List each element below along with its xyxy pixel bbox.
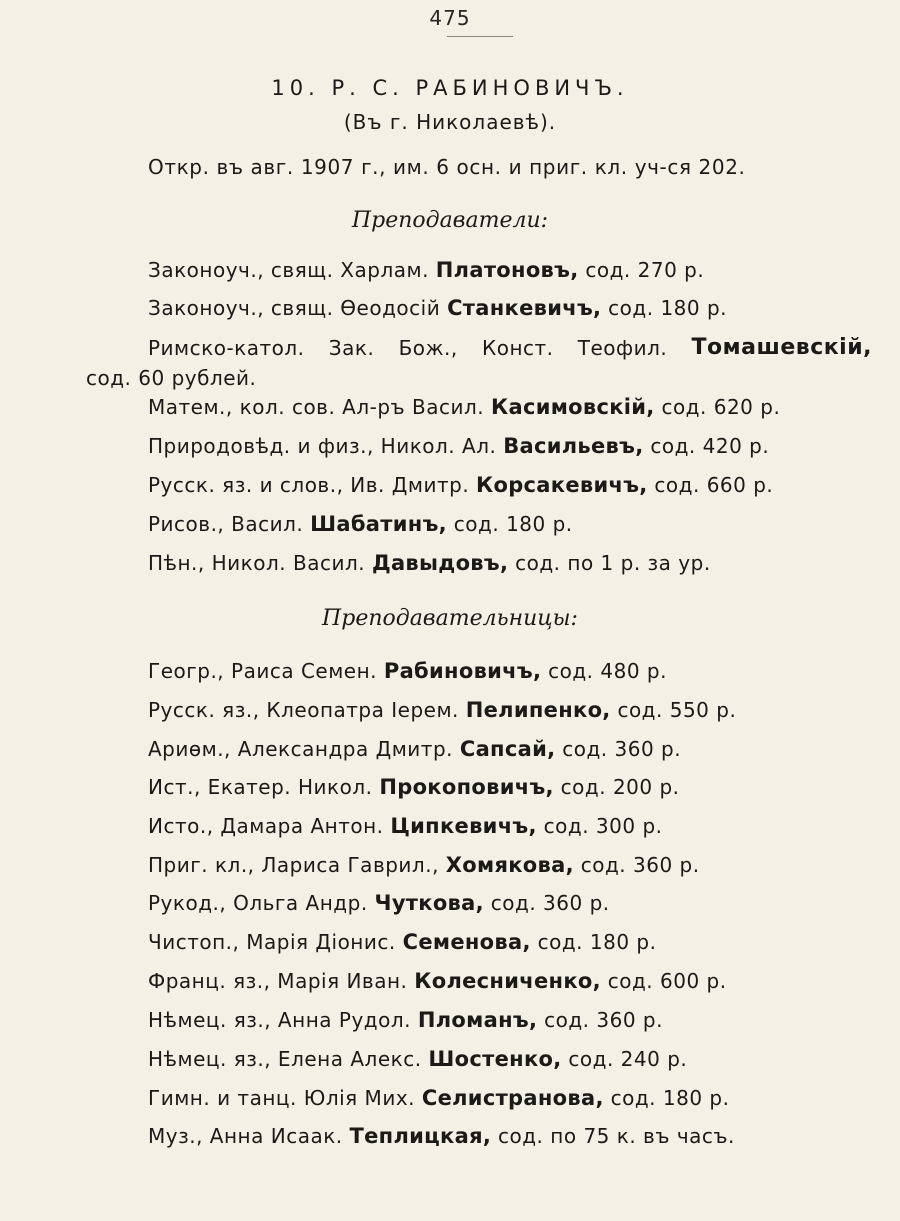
entry-text: Геогр., Раиса Семен. — [148, 659, 384, 683]
entry-salary: сод. 180 р. — [446, 512, 573, 536]
entry-salary: сод. 180 р. — [603, 1086, 730, 1110]
teacher-entry — [148, 394, 780, 420]
entry-word: Конст. — [482, 336, 554, 360]
teacher-entry — [148, 257, 704, 283]
entry-first-line — [148, 333, 872, 363]
entry-salary: сод. 600 р. — [600, 969, 727, 993]
teacher-entry — [148, 433, 769, 459]
school-opened-line: Откр. въ авг. 1907 г., им. 6 осн. и приг. кл. уч-ся 202. — [148, 155, 746, 179]
entry-surname: Касимовскій, — [491, 395, 655, 419]
entry-word: Зак. — [328, 336, 375, 360]
page-number: 475 — [429, 6, 471, 30]
page-number-rule — [447, 36, 513, 37]
entry-text: Исто., Дамара Антон. — [148, 814, 391, 838]
entry-salary: сод. 360 р. — [573, 853, 700, 877]
entry-surname: Шабатинъ, — [310, 512, 447, 536]
entry-text: Нѣмец. яз., Анна Рудол. — [148, 1008, 418, 1032]
entry-salary: сод. 200 р. — [553, 775, 680, 799]
woman-teacher-entry — [148, 890, 610, 916]
entry-text: Нѣмец. яз., Елена Алекс. — [148, 1047, 429, 1071]
entry-salary: сод. по 75 к. въ часъ. — [491, 1124, 735, 1148]
woman-teacher-entry — [148, 813, 663, 839]
entry-surname: Семенова, — [402, 930, 531, 954]
entry-text: Русск. яз. и слов., Ив. Дмитр. — [148, 473, 477, 497]
entry-text: Ист., Екатер. Никол. — [148, 775, 380, 799]
women-teachers-heading: Преподавательницы: — [322, 606, 578, 631]
entry-salary: сод. 300 р. — [536, 814, 663, 838]
woman-teacher-entry — [148, 658, 667, 684]
entry-word: Римско-катол. — [148, 336, 305, 360]
entry-word: Бож., — [398, 336, 458, 360]
catholic-teacher-entry — [86, 333, 872, 393]
entry-text: Матем., кол. сов. Ал-ръ Васил. — [148, 395, 492, 419]
entry-text: Муз., Анна Исаак. — [148, 1124, 350, 1148]
woman-teacher-entry — [148, 697, 736, 723]
entry-surname: Давыдовъ, — [371, 551, 509, 575]
woman-teacher-entry — [148, 1085, 729, 1111]
entry-text: Ариѳм., Александра Дмитр. — [148, 737, 460, 761]
entry-text: Законоуч., свящ. Өеодосій — [148, 296, 448, 320]
entry-text: Рисов., Васил. — [148, 512, 311, 536]
entry-salary: сод. 180 р. — [601, 296, 728, 320]
entry-salary: сод. 550 р. — [610, 698, 737, 722]
entry-text: Рукод., Ольга Андр. — [148, 891, 375, 915]
teacher-entry — [148, 472, 773, 498]
entry-surname: Сапсай, — [459, 737, 556, 761]
entry-surname: Пелипенко, — [465, 698, 611, 722]
entry-surname: Ципкевичъ, — [390, 814, 537, 838]
woman-teacher-entry — [148, 1046, 687, 1072]
entry-surname: Платоновъ, — [435, 258, 579, 282]
woman-teacher-entry — [148, 774, 680, 800]
woman-teacher-entry — [148, 852, 700, 878]
entry-salary: сод. 240 р. — [561, 1047, 688, 1071]
entry-word: Теофил. — [577, 336, 668, 360]
entry-salary: сод. 360 р. — [483, 891, 610, 915]
entry-surname: Прокоповичъ, — [379, 775, 554, 799]
entry-salary: сод. 180 р. — [530, 930, 657, 954]
school-place: (Въ г. Николаевѣ). — [343, 110, 557, 134]
entry-text: Приг. кл., Лариса Гаврил., — [148, 853, 446, 877]
entry-salary: сод. 660 р. — [647, 473, 774, 497]
entry-surname: Станкевичъ, — [447, 296, 602, 320]
teacher-entry — [148, 550, 711, 576]
entry-salary: сод. 620 р. — [654, 395, 781, 419]
entry-text: Чистоп., Марія Діонис. — [148, 930, 403, 954]
entry-salary: сод. 270 р. — [578, 258, 705, 282]
woman-teacher-entry — [148, 968, 727, 994]
entry-text: Гимн. и танц. Юлія Мих. — [148, 1086, 422, 1110]
entry-salary: сод. по 1 р. за ур. — [508, 551, 711, 575]
entry-text: Законоуч., свящ. Харлам. — [148, 258, 436, 282]
entry-continuation: сод. 60 рублей. — [86, 366, 257, 390]
woman-teacher-entry — [148, 1007, 663, 1033]
entry-surname: Томашевскій, — [691, 335, 872, 360]
entry-surname: Шостенко, — [428, 1047, 562, 1071]
entry-surname: Пломанъ, — [417, 1008, 538, 1032]
teacher-entry — [148, 511, 573, 537]
entry-surname: Рабиновичъ, — [383, 659, 542, 683]
entry-surname: Колесниченко, — [414, 969, 601, 993]
entry-salary: сод. 420 р. — [643, 434, 770, 458]
school-title: 10. Р. С. РАБИНОВИЧЪ. — [271, 76, 629, 100]
entry-surname: Теплицкая, — [349, 1124, 492, 1148]
entry-surname: Селистранова, — [421, 1086, 604, 1110]
entry-text: Пѣн., Никол. Васил. — [148, 551, 372, 575]
entry-text: Природовѣд. и физ., Никол. Ал. — [148, 434, 504, 458]
entry-text: Русск. яз., Клеопатра Іерем. — [148, 698, 466, 722]
entry-surname: Корсакевичъ, — [476, 473, 648, 497]
teacher-entry — [148, 295, 727, 321]
entry-surname: Чуткова, — [374, 891, 484, 915]
woman-teacher-entry — [148, 929, 656, 955]
entry-salary: сод. 360 р. — [537, 1008, 663, 1032]
entry-text: Франц. яз., Марія Иван. — [148, 969, 415, 993]
teachers-heading: Преподаватели: — [351, 208, 549, 233]
entry-surname: Хомякова, — [445, 853, 574, 877]
entry-surname: Васильевъ, — [503, 434, 644, 458]
entry-salary: сод. 480 р. — [541, 659, 667, 683]
woman-teacher-entry — [148, 1123, 735, 1149]
woman-teacher-entry — [148, 736, 681, 762]
entry-salary: сод. 360 р. — [555, 737, 682, 761]
